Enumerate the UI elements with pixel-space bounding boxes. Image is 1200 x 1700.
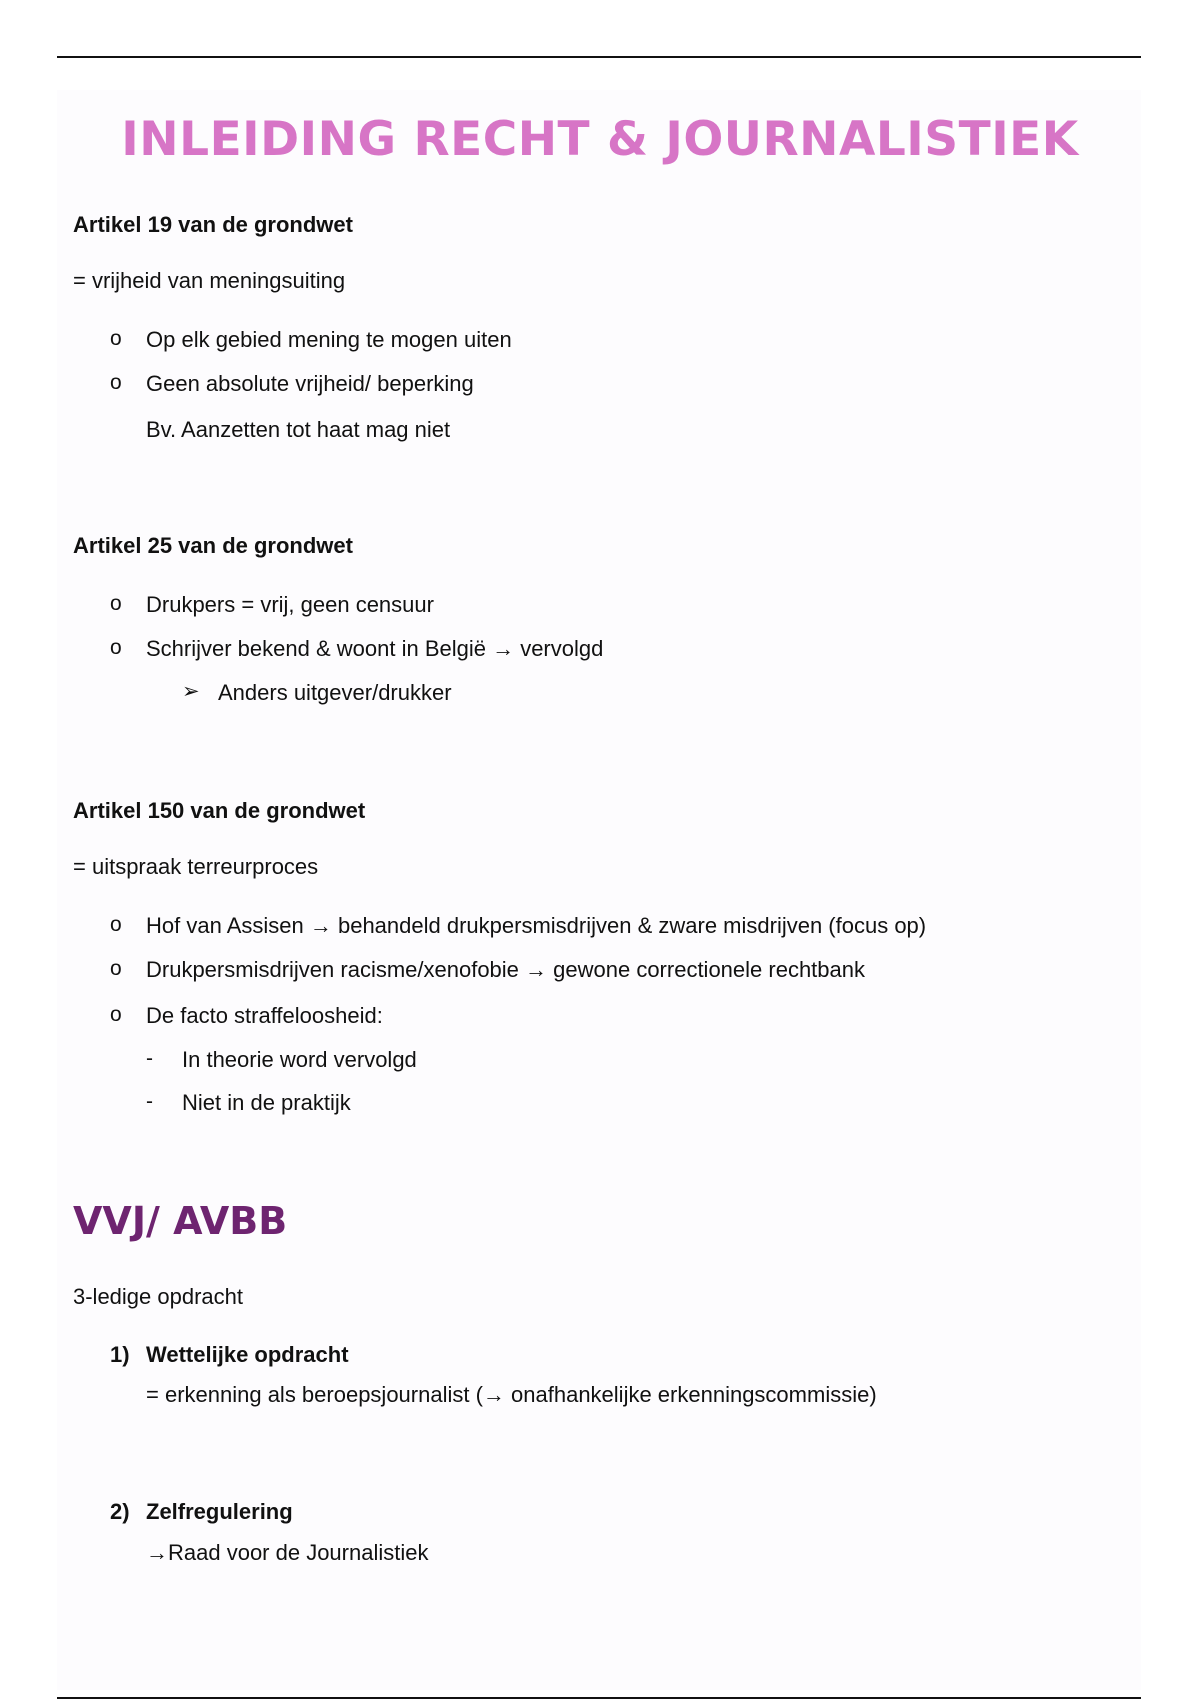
bottom-rule xyxy=(57,1697,1141,1699)
top-rule xyxy=(57,56,1141,58)
bullet-marker: o xyxy=(110,636,122,659)
art150-bullet-3: De facto straffeloosheid: xyxy=(146,1003,383,1028)
list-number: 1) xyxy=(110,1342,130,1367)
bullet-marker: o xyxy=(110,327,122,350)
vvj-item-1-title: Wettelijke opdracht xyxy=(146,1342,349,1367)
vvj-heading: VVJ/ AVBB xyxy=(73,1199,288,1243)
art25-heading: Artikel 25 van de grondwet xyxy=(73,533,353,558)
art19-bullet-2: Geen absolute vrijheid/ beperking xyxy=(146,371,474,396)
art19-bullet-1: Op elk gebied mening te mogen uiten xyxy=(146,327,512,352)
list-number: 2) xyxy=(110,1499,130,1524)
art19-definition: = vrijheid van meningsuiting xyxy=(73,268,346,293)
bullet-marker: o xyxy=(110,1003,122,1026)
art19-heading: Artikel 19 van de grondwet xyxy=(73,212,353,237)
bullet-marker: o xyxy=(110,592,122,615)
art19-example: Bv. Aanzetten tot haat mag niet xyxy=(146,417,451,442)
document-title: INLEIDING RECHT & JOURNALISTIEK xyxy=(121,112,1079,167)
vvj-item-2-title: Zelfregulering xyxy=(146,1499,293,1524)
bullet-marker: o xyxy=(110,957,122,980)
art25-bullet-1: Drukpers = vrij, geen censuur xyxy=(146,592,434,617)
vvj-item-1-detail: = erkenning als beroepsjournalist (→ onafhankelijke erkenningscommissie) xyxy=(146,1382,877,1407)
dash-marker: - xyxy=(146,1090,153,1113)
bullet-marker: o xyxy=(110,371,122,394)
art150-bullet-2: Drukpersmisdrijven racisme/xenofobie → gewone correctionele rechtbank xyxy=(146,957,865,982)
art150-dash-2: Niet in de praktijk xyxy=(182,1090,351,1115)
arrowhead-bullet-icon: ➢ xyxy=(182,680,200,703)
art150-dash-1: In theorie word vervolgd xyxy=(182,1047,417,1072)
art150-heading: Artikel 150 van de grondwet xyxy=(73,798,366,823)
art150-bullet-1: Hof van Assisen → behandeld drukpersmisdrijven & zware misdrijven (focus op) xyxy=(146,913,927,938)
art25-sub-bullet: Anders uitgever/drukker xyxy=(218,680,452,705)
vvj-intro: 3-ledige opdracht xyxy=(73,1284,244,1309)
dash-marker: - xyxy=(146,1047,153,1070)
art150-definition: = uitspraak terreurproces xyxy=(73,854,319,879)
vvj-item-2-detail: →Raad voor de Journalistiek xyxy=(146,1540,429,1565)
bullet-marker: o xyxy=(110,913,122,936)
art25-bullet-2: Schrijver bekend & woont in België → vervolgd xyxy=(146,636,604,661)
